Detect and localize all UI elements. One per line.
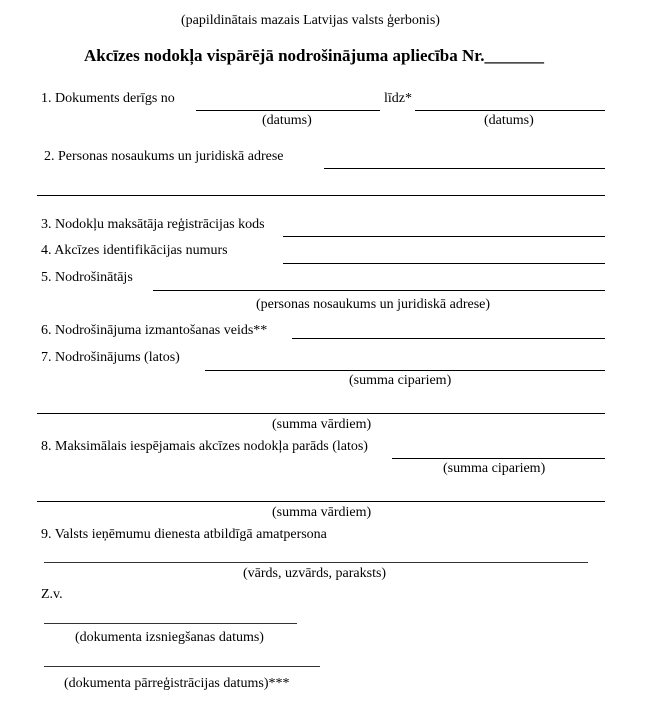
max-debt-words-line[interactable] [37, 501, 605, 502]
field-3-label: 3. Nodokļu maksātāja reģistrācijas kods [41, 217, 265, 232]
usage-type-line[interactable] [292, 338, 605, 339]
rereg-date-hint: (dokumenta pārreģistrācijas datums)*** [64, 676, 290, 691]
field-2-label: 2. Personas nosaukums un juridiskā adrese [44, 149, 284, 164]
security-digits-line[interactable] [205, 370, 605, 371]
max-debt-words-hint: (summa vārdiem) [272, 505, 372, 520]
issue-date-line[interactable] [44, 623, 297, 624]
valid-to-line[interactable] [415, 110, 605, 111]
seal-place-label: Z.v. [41, 587, 63, 602]
security-words-hint: (summa vārdiem) [272, 417, 372, 432]
page-title: Akcīzes nodokļa vispārējā nodrošinājuma apliecība Nr._______ [84, 46, 544, 65]
field-1-label: 1. Dokuments derīgs no [41, 91, 175, 106]
official-signature-hint: (vārds, uzvārds, paraksts) [243, 566, 387, 581]
coat-of-arms-note: (papildinātais mazais Latvijas valsts ģerbonis) [181, 13, 440, 28]
official-signature-line[interactable] [44, 562, 588, 563]
security-digits-hint: (summa cipariem) [349, 373, 452, 388]
guarantor-hint: (personas nosaukums un juridiskā adrese) [256, 297, 491, 312]
name-address-line-1[interactable] [324, 168, 605, 169]
field-9-label: 9. Valsts ieņēmumu dienesta atbildīgā amatpersona [41, 527, 327, 542]
field-8-label: 8. Maksimālais iespējamais akcīzes nodokļa parāds (latos) [41, 439, 368, 454]
field-4-label: 4. Akcīzes identifikācijas numurs [41, 243, 228, 258]
max-debt-digits-line[interactable] [392, 458, 605, 459]
name-address-line-2[interactable] [37, 195, 605, 196]
max-debt-digits-hint: (summa cipariem) [443, 461, 546, 476]
security-words-line[interactable] [37, 413, 605, 414]
valid-from-line[interactable] [196, 110, 380, 111]
field-6-label: 6. Nodrošinājuma izmantošanas veids** [41, 323, 268, 338]
valid-to-hint: (datums) [484, 113, 534, 128]
excise-id-line[interactable] [283, 263, 605, 264]
taxpayer-code-line[interactable] [283, 236, 605, 237]
issue-date-hint: (dokumenta izsniegšanas datums) [75, 630, 264, 645]
field-5-label: 5. Nodrošinātājs [41, 270, 133, 285]
field-1-to-label: līdz* [384, 91, 412, 106]
guarantor-line[interactable] [153, 290, 605, 291]
field-7-label: 7. Nodrošinājums (latos) [41, 350, 180, 365]
valid-from-hint: (datums) [262, 113, 312, 128]
rereg-date-line[interactable] [44, 666, 320, 667]
